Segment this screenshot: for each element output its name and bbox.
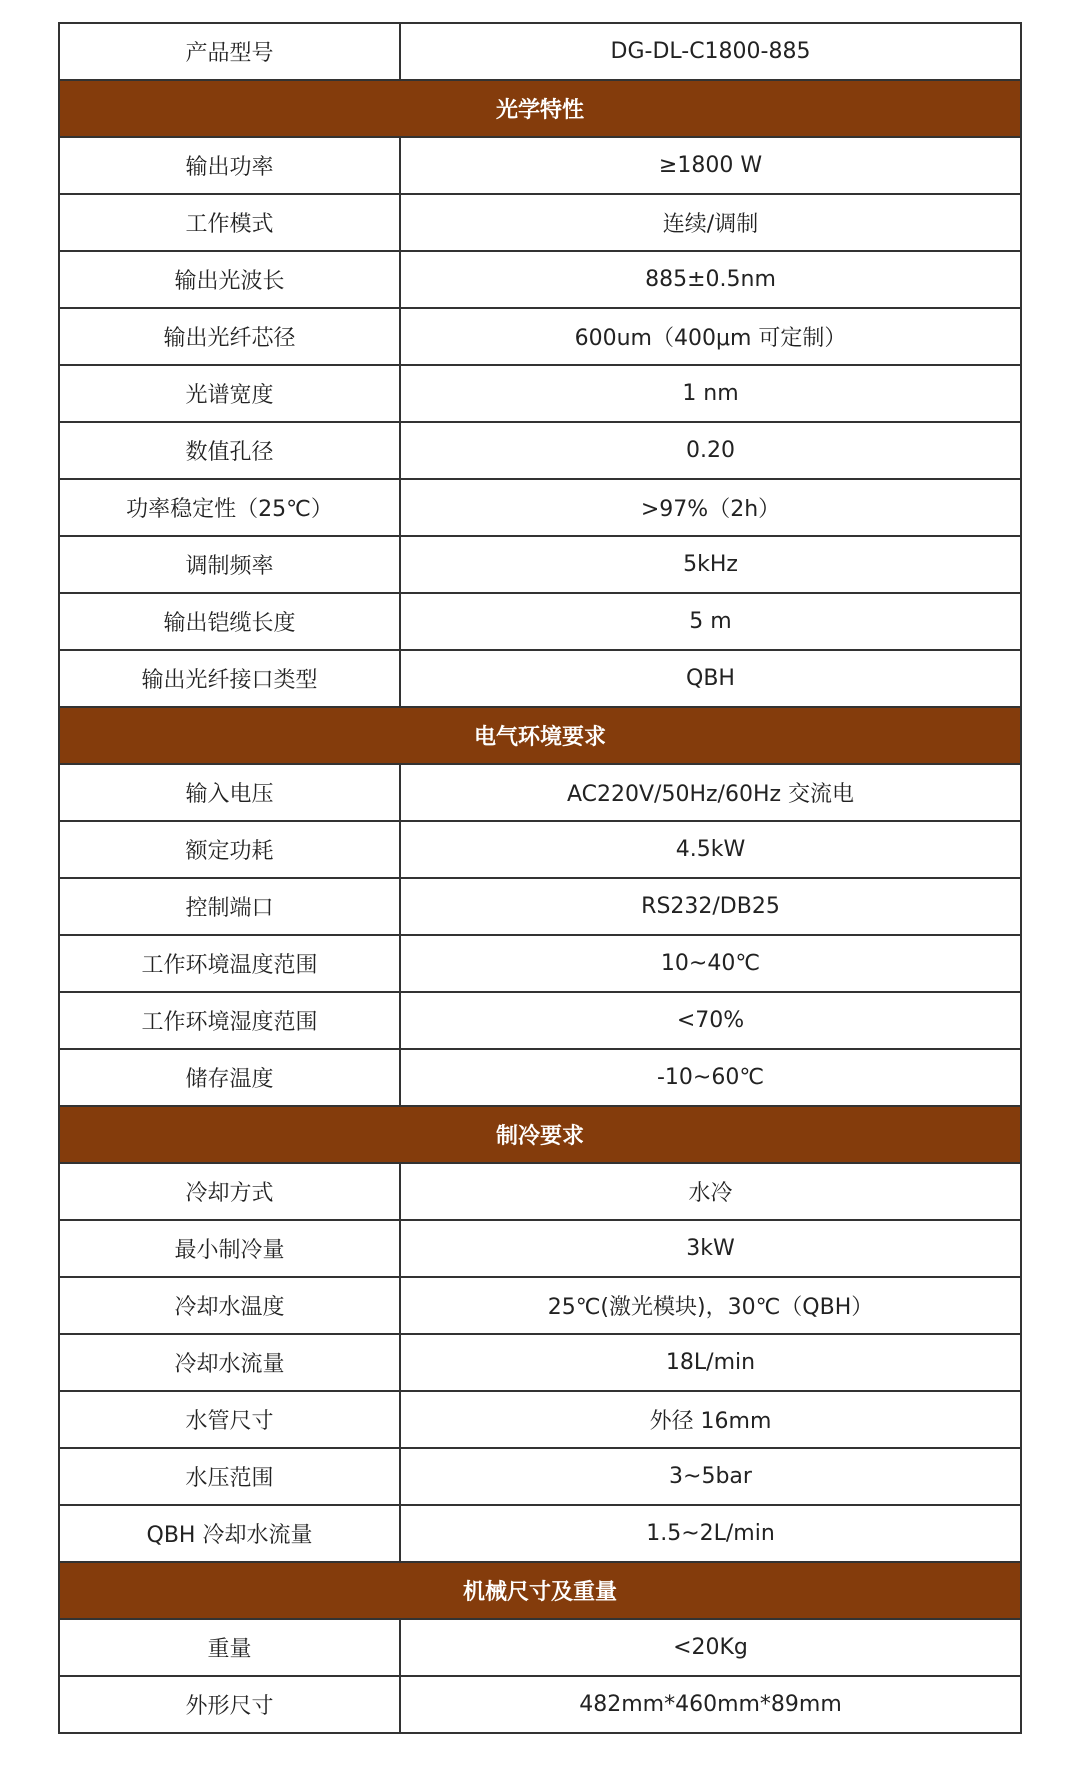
table-row — [59, 593, 1021, 650]
spec-value: 18L/min — [400, 1334, 1021, 1391]
table-row — [59, 1619, 1021, 1676]
table-row — [59, 536, 1021, 593]
table-row — [59, 1334, 1021, 1391]
table-row — [59, 935, 1021, 992]
spec-value: RS232/DB25 — [400, 878, 1021, 935]
spec-label: 外形尺寸 — [59, 1676, 400, 1733]
spec-label: 控制端口 — [59, 878, 400, 935]
table-row — [59, 992, 1021, 1049]
table-row — [59, 1448, 1021, 1505]
spec-value: 1.5~2L/min — [400, 1505, 1021, 1562]
spec-label: 输出铠缆长度 — [59, 593, 400, 650]
spec-label: QBH 冷却水流量 — [59, 1505, 400, 1562]
spec-label: 水压范围 — [59, 1448, 400, 1505]
section-header-mechanical — [59, 1562, 1021, 1619]
spec-label: 工作模式 — [59, 194, 400, 251]
table-row — [59, 308, 1021, 365]
product-model-value: DG-DL-C1800-885 — [400, 23, 1021, 80]
table-row — [59, 365, 1021, 422]
spec-label: 数值孔径 — [59, 422, 400, 479]
product-model-label: 产品型号 — [59, 23, 400, 80]
spec-label: 冷却水温度 — [59, 1277, 400, 1334]
section-title: 光学特性 — [59, 80, 1021, 137]
table-row — [59, 1220, 1021, 1277]
spec-value: 5kHz — [400, 536, 1021, 593]
spec-label: 输出光波长 — [59, 251, 400, 308]
spec-value: 25℃(激光模块)，30℃（QBH） — [400, 1277, 1021, 1334]
spec-label: 额定功耗 — [59, 821, 400, 878]
spec-value: 3kW — [400, 1220, 1021, 1277]
spec-value: AC220V/50Hz/60Hz 交流电 — [400, 764, 1021, 821]
table-row — [59, 1676, 1021, 1733]
spec-label: 冷却方式 — [59, 1163, 400, 1220]
table-row-product-model — [59, 23, 1021, 80]
spec-value: 4.5kW — [400, 821, 1021, 878]
spec-value: -10~60℃ — [400, 1049, 1021, 1106]
section-header-optical — [59, 80, 1021, 137]
spec-value: 885±0.5nm — [400, 251, 1021, 308]
section-title: 机械尺寸及重量 — [59, 1562, 1021, 1619]
spec-label: 储存温度 — [59, 1049, 400, 1106]
spec-label: 光谱宽度 — [59, 365, 400, 422]
spec-value: 10~40℃ — [400, 935, 1021, 992]
spec-label: 功率稳定性（25℃） — [59, 479, 400, 536]
section-title: 电气环境要求 — [59, 707, 1021, 764]
spec-label: 最小制冷量 — [59, 1220, 400, 1277]
spec-value: ≥1800 W — [400, 137, 1021, 194]
spec-label: 水管尺寸 — [59, 1391, 400, 1448]
table-row — [59, 137, 1021, 194]
spec-label: 调制频率 — [59, 536, 400, 593]
table-row — [59, 764, 1021, 821]
spec-value: 1 nm — [400, 365, 1021, 422]
spec-label: 工作环境温度范围 — [59, 935, 400, 992]
spec-value: 连续/调制 — [400, 194, 1021, 251]
table-row — [59, 878, 1021, 935]
table-row — [59, 251, 1021, 308]
spec-label: 输入电压 — [59, 764, 400, 821]
spec-value: 600um（400μm 可定制） — [400, 308, 1021, 365]
spec-value: 482mm*460mm*89mm — [400, 1676, 1021, 1733]
table-row — [59, 479, 1021, 536]
spec-table — [58, 22, 1022, 1734]
spec-value: QBH — [400, 650, 1021, 707]
spec-label: 工作环境湿度范围 — [59, 992, 400, 1049]
spec-value: 0.20 — [400, 422, 1021, 479]
section-header-electrical — [59, 707, 1021, 764]
table-row — [59, 1049, 1021, 1106]
table-row — [59, 422, 1021, 479]
table-row — [59, 1163, 1021, 1220]
spec-value: 3~5bar — [400, 1448, 1021, 1505]
spec-label: 输出光纤接口类型 — [59, 650, 400, 707]
table-row — [59, 821, 1021, 878]
section-title: 制冷要求 — [59, 1106, 1021, 1163]
table-row — [59, 194, 1021, 251]
spec-value: >97%（2h） — [400, 479, 1021, 536]
spec-value: 水冷 — [400, 1163, 1021, 1220]
spec-label: 输出功率 — [59, 137, 400, 194]
table-row — [59, 650, 1021, 707]
spec-label: 重量 — [59, 1619, 400, 1676]
table-row — [59, 1391, 1021, 1448]
spec-value: <70% — [400, 992, 1021, 1049]
spec-value: 5 m — [400, 593, 1021, 650]
section-header-cooling — [59, 1106, 1021, 1163]
spec-value: <20Kg — [400, 1619, 1021, 1676]
spec-label: 输出光纤芯径 — [59, 308, 400, 365]
table-row — [59, 1277, 1021, 1334]
table-row — [59, 1505, 1021, 1562]
spec-label: 冷却水流量 — [59, 1334, 400, 1391]
spec-value: 外径 16mm — [400, 1391, 1021, 1448]
